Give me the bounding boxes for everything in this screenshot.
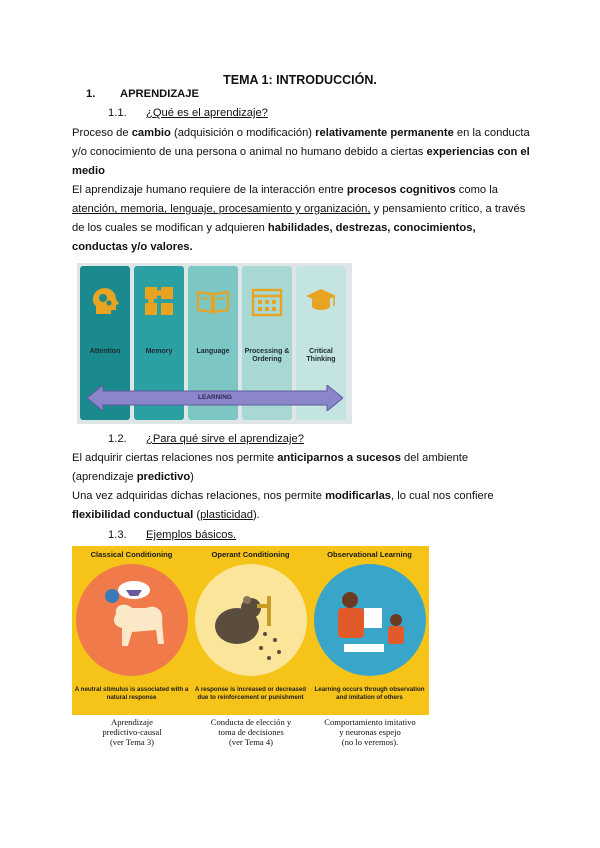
column-label: Language (196, 348, 230, 355)
subsection-number: 1.1. (108, 107, 127, 119)
panel-title: Classical Conditioning (90, 550, 173, 559)
calendar-icon (250, 284, 284, 318)
dog-icon (76, 564, 188, 676)
paragraph-line: El adquirir ciertas relaciones nos permite anticiparnos a sucesos del ambiente (72, 452, 469, 464)
subsection-heading: ¿Para qué sirve el aprendizaje? (146, 433, 304, 445)
panel-description: Learning occurs through observation and imitation of others (314, 686, 425, 701)
learning-arrow (87, 385, 343, 411)
arrow-label: LEARNING (198, 394, 232, 401)
panel-title: Observational Learning (327, 550, 412, 559)
panel-observational (310, 546, 429, 715)
panel-circle (76, 564, 188, 676)
subsection-heading: ¿Qué es el aprendizaje? (146, 107, 268, 119)
page-title: TEMA 1: INTRODUCCIÓN. (223, 73, 377, 87)
paragraph-line: flexibilidad conductual (plasticidad). (72, 509, 260, 521)
caption: Aprendizaje predictivo-causal (ver Tema 3) (102, 717, 162, 747)
panel-classical (72, 546, 191, 715)
paragraph-line: y/o conocimiento de una persona o animal no humano debido a ciertas experiencias con el (72, 146, 530, 158)
panel-circle (314, 564, 426, 676)
panel-circle (195, 564, 307, 676)
conditioning-figure (72, 546, 429, 715)
learning-figure (77, 263, 352, 424)
panel-operant (191, 546, 310, 715)
caption: Comportamiento imitativo y neuronas espejo (no lo veremos). (324, 717, 416, 747)
panel-description: A response is increased or decreased due to reinforcement or punishment (194, 686, 307, 701)
paragraph-line: atención, memoria, lenguaje, procesamiento y organización, y pensamiento crítico, a través (72, 203, 526, 215)
open-book-icon (196, 284, 230, 318)
panel-description: A neutral stimulus is associated with a natural response (74, 686, 189, 701)
puzzle-icon (142, 284, 176, 318)
subsection-number: 1.3. (108, 529, 127, 541)
section-number: 1. (86, 88, 96, 100)
section-heading: APRENDIZAJE (120, 88, 199, 100)
rat-icon (195, 564, 307, 676)
column-label: Critical Thinking (306, 348, 336, 363)
paragraph-line: de los cuales se modifican y adquieren habilidades, destrezas, conocimientos, (72, 222, 476, 234)
graduation-cap-icon (304, 284, 338, 318)
paragraph-line: Proceso de cambio (adquisición o modificación) relativamente permanente en la conducta (72, 127, 530, 139)
caption: Conducta de elección y toma de decisiones (ver Tema 4) (210, 717, 292, 747)
subsection-heading: Ejemplos básicos. (146, 529, 237, 541)
paragraph-line: (aprendizaje predictivo) (72, 471, 194, 483)
column-label: Memory (145, 348, 173, 355)
subsection-number: 1.2. (108, 433, 127, 445)
paragraph-line: El aprendizaje humano requiere de la interacción entre procesos cognitivos como la (72, 184, 498, 196)
column-label: Attention (89, 348, 121, 355)
head-gears-icon (88, 284, 122, 318)
people-icon (314, 564, 426, 676)
panel-title: Operant Conditioning (211, 550, 290, 559)
paragraph-line: conductas y/o valores. (72, 241, 193, 253)
column-label: Processing & Ordering (244, 348, 290, 363)
paragraph-line: medio (72, 165, 105, 177)
paragraph-line: Una vez adquiridas dichas relaciones, nos permite modificarlas, lo cual nos confiere (72, 490, 494, 502)
